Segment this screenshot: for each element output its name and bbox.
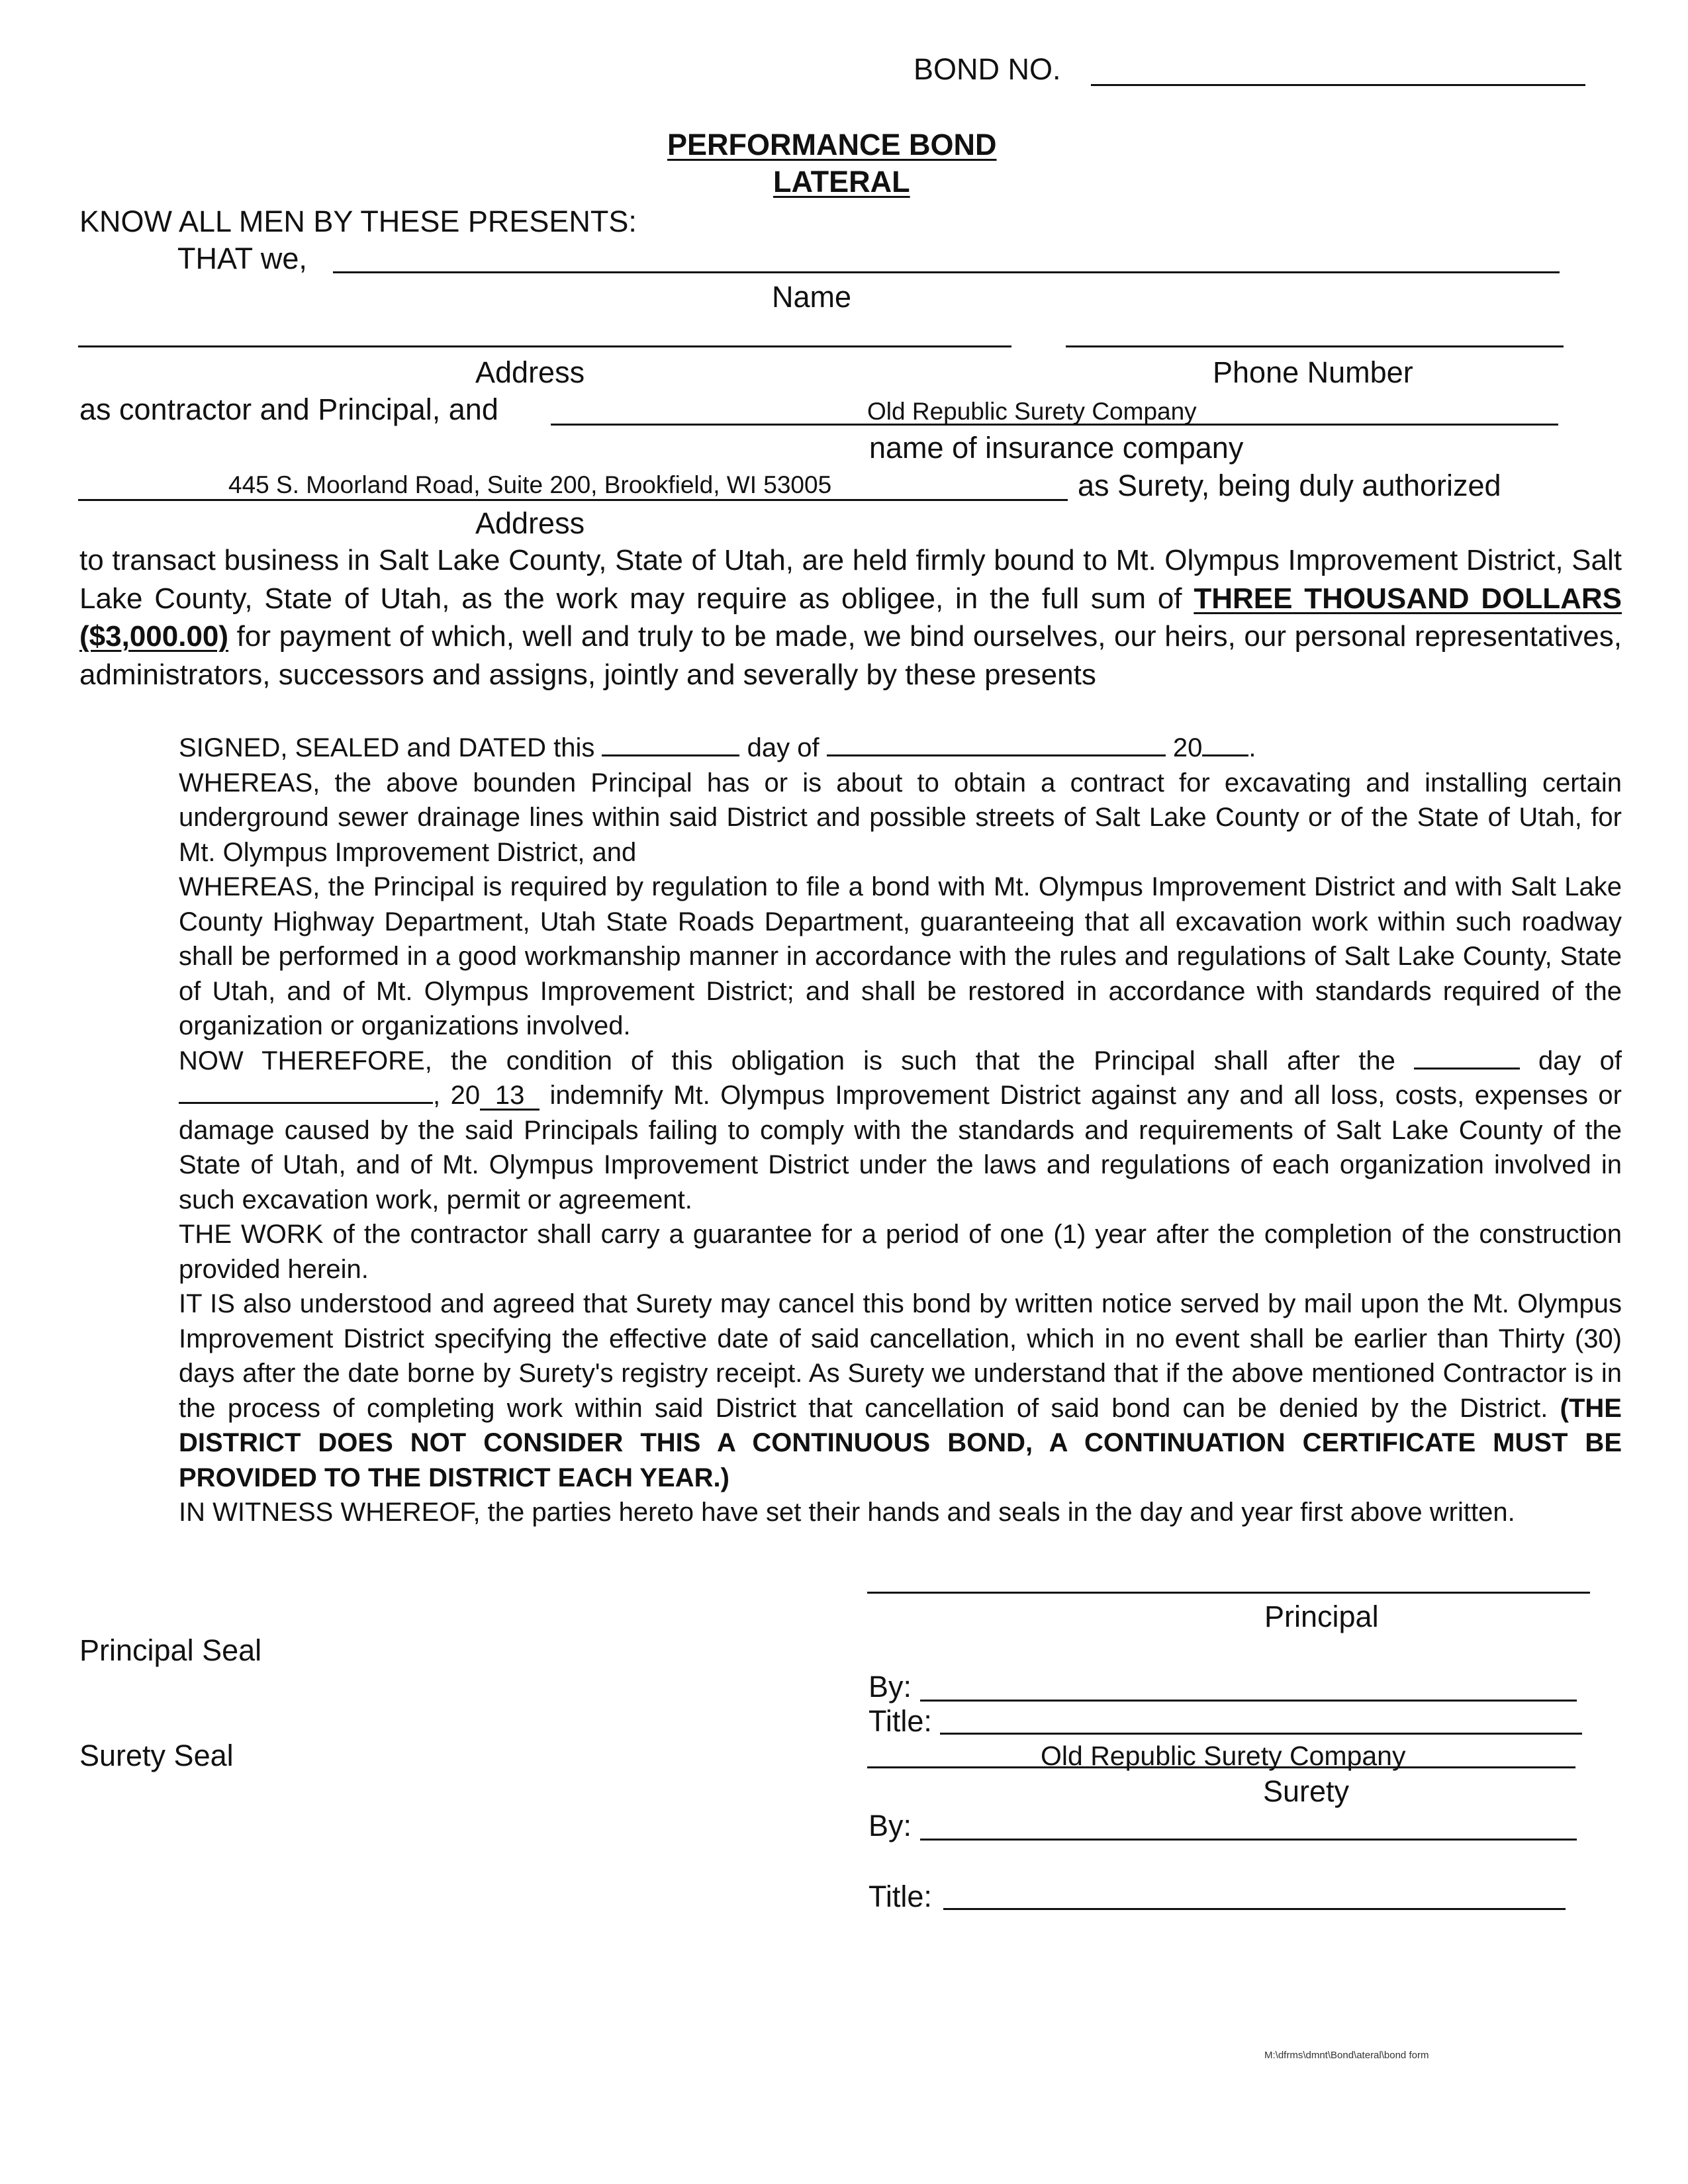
- principal-phone-field[interactable]: [1066, 345, 1564, 347]
- document-subtitle: LATERAL: [773, 165, 910, 199]
- surety-caption: Surety: [1263, 1774, 1350, 1808]
- surety-title-label: Title:: [868, 1880, 932, 1913]
- principal-title-field[interactable]: [940, 1733, 1582, 1735]
- insurance-company-value: Old Republic Surety Company: [867, 398, 1197, 425]
- bond-no-label: BOND NO.: [914, 52, 1061, 86]
- signed-day-field[interactable]: [602, 732, 739, 756]
- phone-caption: Phone Number: [1213, 355, 1413, 389]
- now-text-c: , 20: [433, 1081, 481, 1110]
- contractor-text: as contractor and Principal, and: [79, 392, 498, 426]
- now-therefore: [79, 1044, 1622, 1218]
- in-witness: IN WITNESS WHEREOF, the parties hereto have set their hands and seals in the day and year first above written.: [179, 1498, 1515, 1527]
- cancellation: [79, 1287, 1622, 1495]
- that-we-label: THAT we,: [177, 242, 307, 275]
- document-title: PERFORMANCE BOND: [667, 128, 997, 161]
- main-body: [79, 731, 1622, 1530]
- surety-address-value: 445 S. Moorland Road, Suite 200, Brookfield, WI 53005: [228, 471, 832, 498]
- surety-seal: Surety Seal: [79, 1739, 234, 1772]
- surety-company-field[interactable]: [867, 1766, 1575, 1768]
- surety-by-label: By:: [868, 1809, 912, 1843]
- now-text-a: NOW THEREFORE, the condition of this obligation is such that the Principal shall after the: [179, 1046, 1395, 1075]
- now-day-field[interactable]: [1414, 1045, 1520, 1069]
- name-caption: Name: [772, 280, 852, 314]
- surety-address-field[interactable]: [78, 499, 1068, 501]
- insurance-caption: name of insurance company: [869, 431, 1244, 465]
- continuation-notice: (THE DISTRICT DOES NOT CONSIDER THIS A CONTINUOUS BOND, A CONTINUATION CERTIFICATE MUST BE PROVIDED TO THE DISTRICT EACH YEAR.): [179, 1393, 1622, 1492]
- surety-address-caption: Address: [475, 506, 585, 540]
- now-month-field[interactable]: [179, 1079, 433, 1104]
- principal-name-field[interactable]: [333, 271, 1560, 273]
- principal-by-field[interactable]: [920, 1700, 1577, 1702]
- bond-no-field[interactable]: [1091, 84, 1585, 86]
- principal-title-label: Title:: [868, 1704, 932, 1738]
- surety-by-field[interactable]: [920, 1839, 1577, 1841]
- surety-title-field[interactable]: [943, 1908, 1566, 1910]
- now-text-b: day of: [1538, 1046, 1622, 1075]
- obligation-text-a: to transact business in Salt Lake County, State of Utah, are held firmly bound to Mt. Olympus Improvement District, Salt Lake County, State of Utah, as the work may require as obligee, in the full sum of: [79, 544, 1622, 615]
- signed-line: [79, 731, 1622, 766]
- obligation-text-b: for payment of which, well and truly to be made, we bind ourselves, our heirs, our personal representatives, administrators, successors and assigns, jointly and severally by these presents: [79, 620, 1622, 691]
- work-guarantee: THE WORK of the contractor shall carry a guarantee for a period of one (1) year after the completion of the construction provided herein.: [179, 1220, 1622, 1284]
- now-year-field[interactable]: 13: [480, 1082, 539, 1111]
- whereas-1: WHEREAS, the above bounden Principal has or is about to obtain a contract for excavating and installing certain underground sewer drainage lines within said District and possible streets of Salt Lake County or of the State of Utah, for Mt. Olympus Improvement District, and: [179, 768, 1622, 867]
- obligation-paragraph: [79, 541, 1622, 694]
- principal-signature-field[interactable]: [867, 1592, 1590, 1594]
- surety-text: as Surety, being duly authorized: [1078, 469, 1501, 502]
- surety-company-value: Old Republic Surety Company: [1041, 1741, 1406, 1771]
- principal-seal: Principal Seal: [79, 1633, 262, 1667]
- signed-text: SIGNED, SEALED and DATED this: [179, 733, 595, 762]
- signed-year-prefix: 20: [1172, 733, 1203, 762]
- signed-year-field[interactable]: [1202, 732, 1248, 756]
- bond-amount: THREE THOUSAND DOLLARS ($3,000.00): [79, 582, 1622, 653]
- know-all-men: KNOW ALL MEN BY THESE PRESENTS:: [79, 205, 637, 238]
- whereas-2: WHEREAS, the Principal is required by regulation to file a bond with Mt. Olympus Improvement District and with Salt Lake County Highway Department, Utah State Roads Department, guaranteeing that all excavation work within such roadway shall be performed in a good workmanship manner in accordance with the rules and regulations of Salt Lake County, State of Utah, and of Mt. Olympus Improvement District; and shall be restored in accordance with standards required of the organization or organizations involved.: [179, 872, 1622, 1040]
- principal-by-label: By:: [868, 1670, 912, 1704]
- file-path-footer: M:\dfrms\dmnt\Bond\ateral\bond form: [1264, 2050, 1429, 2061]
- principal-caption: Principal: [1264, 1600, 1379, 1633]
- signed-day-of: day of: [747, 733, 820, 762]
- address-caption: Address: [475, 355, 585, 389]
- signed-period: .: [1248, 733, 1256, 762]
- principal-address-field[interactable]: [78, 345, 1011, 347]
- signed-month-field[interactable]: [827, 732, 1166, 756]
- cancellation-text: IT IS also understood and agreed that Surety may cancel this bond by written notice served by mail upon the Mt. Olympus Improvement District specifying the effective date of said cancellation, which in no event shall be earlier than Thirty (30) days after the date borne by Surety's registry receipt. As Surety we understand that if the above mentioned Contractor is in the process of completing work within said District that cancellation of said bond can be denied by the District.: [179, 1289, 1622, 1423]
- now-text-d: indemnify Mt. Olympus Improvement District against any and all loss, costs, expenses or damage caused by the said Principals failing to comply with the standards and requirements of Salt Lake County of the State of Utah, and of Mt. Olympus Improvement District under the laws and regulations of each organization involved in such excavation work, permit or agreement.: [179, 1081, 1622, 1214]
